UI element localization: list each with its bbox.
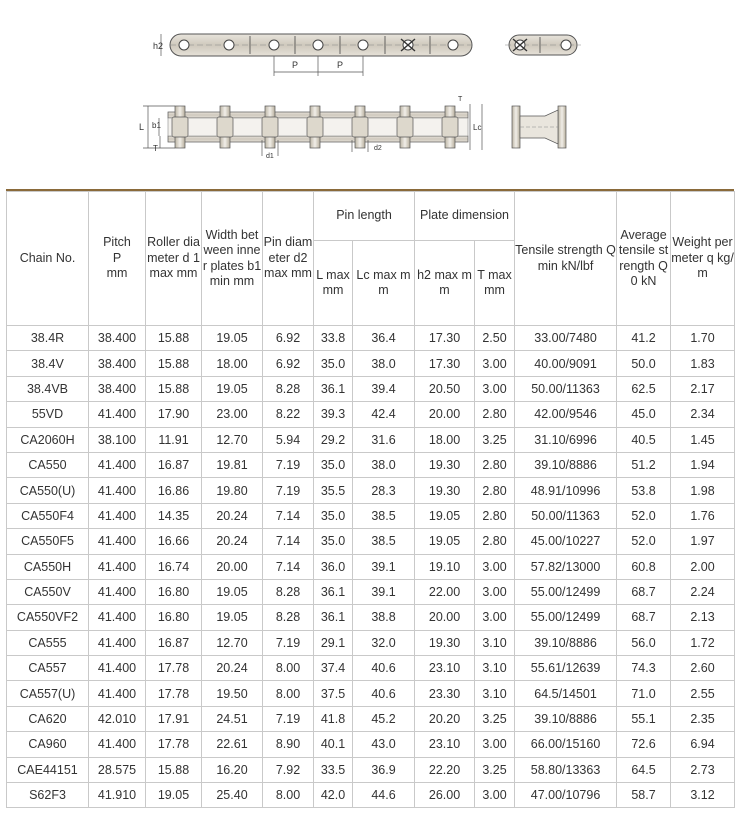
cell-l-max: 42.0 xyxy=(314,783,353,808)
cell-t-max: 2.80 xyxy=(475,452,515,477)
cell-roller-diameter: 16.80 xyxy=(146,605,202,630)
cell-average-tensile: 41.2 xyxy=(617,326,671,351)
cell-average-tensile: 40.5 xyxy=(617,427,671,452)
cell-pin-diameter: 7.19 xyxy=(263,452,314,477)
cell-weight: 2.13 xyxy=(671,605,735,630)
cell-h2-max: 19.30 xyxy=(415,478,475,503)
cell-lc-max: 38.0 xyxy=(353,452,415,477)
cell-tensile-strength: 45.00/10227 xyxy=(515,529,617,554)
cell-roller-diameter: 16.87 xyxy=(146,452,202,477)
chain-side-detail xyxy=(512,106,566,148)
cell-width-inner: 16.20 xyxy=(202,757,263,782)
cell-roller-diameter: 16.87 xyxy=(146,630,202,655)
cell-weight: 1.70 xyxy=(671,326,735,351)
cell-tensile-strength: 66.00/15160 xyxy=(515,732,617,757)
cell-average-tensile: 52.0 xyxy=(617,529,671,554)
cell-tensile-strength: 40.00/9091 xyxy=(515,351,617,376)
cell-average-tensile: 71.0 xyxy=(617,681,671,706)
cell-weight: 1.45 xyxy=(671,427,735,452)
cell-average-tensile: 74.3 xyxy=(617,656,671,681)
cell-l-max: 33.8 xyxy=(314,326,353,351)
cell-roller-diameter: 11.91 xyxy=(146,427,202,452)
cell-width-inner: 19.05 xyxy=(202,376,263,401)
cell-lc-max: 42.4 xyxy=(353,402,415,427)
table-row xyxy=(7,757,735,782)
cell-h2-max: 19.05 xyxy=(415,503,475,528)
cell-l-max: 33.5 xyxy=(314,757,353,782)
cell-chain-no: CA550(U) xyxy=(7,478,89,503)
table-row xyxy=(7,351,735,376)
cell-h2-max: 18.00 xyxy=(415,427,475,452)
cell-t-max: 2.50 xyxy=(475,326,515,351)
cell-h2-max: 20.00 xyxy=(415,402,475,427)
cell-roller-diameter: 15.88 xyxy=(146,376,202,401)
table-row xyxy=(7,630,735,655)
cell-tensile-strength: 55.00/12499 xyxy=(515,579,617,604)
cell-l-max: 36.1 xyxy=(314,376,353,401)
chain-drawing xyxy=(0,0,739,180)
cell-tensile-strength: 31.10/6996 xyxy=(515,427,617,452)
cell-weight: 6.94 xyxy=(671,732,735,757)
table-row xyxy=(7,579,735,604)
cell-width-inner: 22.61 xyxy=(202,732,263,757)
cell-chain-no: CA557 xyxy=(7,656,89,681)
cell-chain-no: CA555 xyxy=(7,630,89,655)
header-average-tensile: Average tensile strength Q0 kN xyxy=(617,192,671,326)
cell-roller-diameter: 14.35 xyxy=(146,503,202,528)
cell-pin-diameter: 7.19 xyxy=(263,706,314,731)
cell-weight: 1.72 xyxy=(671,630,735,655)
cell-t-max: 3.10 xyxy=(475,681,515,706)
cell-weight: 2.55 xyxy=(671,681,735,706)
cell-h2-max: 20.20 xyxy=(415,706,475,731)
cell-l-max: 36.1 xyxy=(314,605,353,630)
cell-pitch: 41.400 xyxy=(89,681,146,706)
cell-l-max: 35.0 xyxy=(314,529,353,554)
label-h2: h2 xyxy=(153,41,164,51)
cell-roller-diameter: 15.88 xyxy=(146,326,202,351)
cell-roller-diameter: 17.78 xyxy=(146,656,202,681)
cell-h2-max: 19.05 xyxy=(415,529,475,554)
cell-lc-max: 40.6 xyxy=(353,681,415,706)
cell-lc-max: 40.6 xyxy=(353,656,415,681)
cell-chain-no: CA2060H xyxy=(7,427,89,452)
cell-lc-max: 39.1 xyxy=(353,554,415,579)
cell-chain-no: 38.4V xyxy=(7,351,89,376)
table-row xyxy=(7,529,735,554)
cell-l-max: 35.0 xyxy=(314,452,353,477)
cell-l-max: 37.4 xyxy=(314,656,353,681)
cell-average-tensile: 52.0 xyxy=(617,503,671,528)
cell-l-max: 29.2 xyxy=(314,427,353,452)
label-pitch-1: P xyxy=(292,60,299,70)
cell-tensile-strength: 48.91/10996 xyxy=(515,478,617,503)
cell-chain-no: CA550V xyxy=(7,579,89,604)
cell-average-tensile: 68.7 xyxy=(617,579,671,604)
cell-l-max: 29.1 xyxy=(314,630,353,655)
cell-width-inner: 20.00 xyxy=(202,554,263,579)
cell-t-max: 3.10 xyxy=(475,630,515,655)
cell-weight: 2.73 xyxy=(671,757,735,782)
cell-pin-diameter: 7.19 xyxy=(263,630,314,655)
cell-pitch: 41.400 xyxy=(89,630,146,655)
cell-l-max: 39.3 xyxy=(314,402,353,427)
cell-t-max: 2.80 xyxy=(475,529,515,554)
cell-pin-diameter: 6.92 xyxy=(263,351,314,376)
table-row xyxy=(7,656,735,681)
cell-lc-max: 31.6 xyxy=(353,427,415,452)
table-row xyxy=(7,605,735,630)
cell-pin-diameter: 8.22 xyxy=(263,402,314,427)
cell-t-max: 2.80 xyxy=(475,503,515,528)
cell-l-max: 41.8 xyxy=(314,706,353,731)
cell-t-max: 2.80 xyxy=(475,478,515,503)
cell-h2-max: 23.10 xyxy=(415,656,475,681)
cell-lc-max: 39.1 xyxy=(353,579,415,604)
cell-width-inner: 18.00 xyxy=(202,351,263,376)
cell-roller-diameter: 17.90 xyxy=(146,402,202,427)
cell-roller-diameter: 17.78 xyxy=(146,681,202,706)
header-pin-length: Pin length xyxy=(314,192,415,241)
cell-weight: 2.00 xyxy=(671,554,735,579)
cell-pitch: 41.400 xyxy=(89,452,146,477)
cell-roller-diameter: 16.66 xyxy=(146,529,202,554)
header-l-max: L max mm xyxy=(314,241,353,326)
cell-roller-diameter: 16.86 xyxy=(146,478,202,503)
cell-pitch: 41.400 xyxy=(89,402,146,427)
cell-chain-no: CA550F4 xyxy=(7,503,89,528)
cell-t-max: 3.00 xyxy=(475,376,515,401)
table-row xyxy=(7,732,735,757)
cell-lc-max: 45.2 xyxy=(353,706,415,731)
table-row xyxy=(7,427,735,452)
cell-chain-no: 38.4R xyxy=(7,326,89,351)
cell-roller-diameter: 17.91 xyxy=(146,706,202,731)
cell-pin-diameter: 6.92 xyxy=(263,326,314,351)
cell-pin-diameter: 7.14 xyxy=(263,503,314,528)
cell-h2-max: 22.20 xyxy=(415,757,475,782)
cell-roller-diameter: 15.88 xyxy=(146,757,202,782)
cell-width-inner: 12.70 xyxy=(202,427,263,452)
cell-tensile-strength: 47.00/10796 xyxy=(515,783,617,808)
cell-average-tensile: 50.0 xyxy=(617,351,671,376)
cell-lc-max: 39.4 xyxy=(353,376,415,401)
cell-pitch: 41.400 xyxy=(89,478,146,503)
table-row xyxy=(7,478,735,503)
header-pitch: Pitch P mm xyxy=(89,192,146,326)
cell-pitch: 38.400 xyxy=(89,326,146,351)
cell-pin-diameter: 8.28 xyxy=(263,376,314,401)
cell-chain-no: 55VD xyxy=(7,402,89,427)
cell-h2-max: 19.10 xyxy=(415,554,475,579)
label-t-right: T xyxy=(458,96,463,103)
cell-width-inner: 25.40 xyxy=(202,783,263,808)
table-body xyxy=(7,326,735,808)
header-lc-max: Lc max mm xyxy=(353,241,415,326)
cell-pin-diameter: 8.00 xyxy=(263,681,314,706)
cell-t-max: 3.00 xyxy=(475,579,515,604)
cell-l-max: 35.0 xyxy=(314,351,353,376)
cell-width-inner: 24.51 xyxy=(202,706,263,731)
cell-tensile-strength: 58.80/13363 xyxy=(515,757,617,782)
cell-roller-diameter: 16.74 xyxy=(146,554,202,579)
cell-chain-no: CA550F5 xyxy=(7,529,89,554)
cell-t-max: 3.10 xyxy=(475,656,515,681)
cell-tensile-strength: 42.00/9546 xyxy=(515,402,617,427)
cell-pitch: 41.400 xyxy=(89,579,146,604)
cell-lc-max: 43.0 xyxy=(353,732,415,757)
cell-t-max: 3.00 xyxy=(475,554,515,579)
cell-width-inner: 12.70 xyxy=(202,630,263,655)
cell-tensile-strength: 39.10/8886 xyxy=(515,452,617,477)
cell-pin-diameter: 8.28 xyxy=(263,579,314,604)
table-row xyxy=(7,402,735,427)
cell-lc-max: 36.9 xyxy=(353,757,415,782)
table-row xyxy=(7,783,735,808)
label-lc: Lc xyxy=(473,123,482,132)
cell-pin-diameter: 8.28 xyxy=(263,605,314,630)
cell-pin-diameter: 5.94 xyxy=(263,427,314,452)
cell-pitch: 41.400 xyxy=(89,503,146,528)
cell-roller-diameter: 15.88 xyxy=(146,351,202,376)
cell-tensile-strength: 64.5/14501 xyxy=(515,681,617,706)
cell-roller-diameter: 19.05 xyxy=(146,783,202,808)
cell-weight: 2.60 xyxy=(671,656,735,681)
cell-pitch: 41.400 xyxy=(89,554,146,579)
cell-average-tensile: 60.8 xyxy=(617,554,671,579)
cell-pitch: 41.400 xyxy=(89,605,146,630)
cell-weight: 1.94 xyxy=(671,452,735,477)
cell-pin-diameter: 8.00 xyxy=(263,656,314,681)
cell-tensile-strength: 39.10/8886 xyxy=(515,630,617,655)
cell-h2-max: 20.50 xyxy=(415,376,475,401)
cell-pitch: 38.400 xyxy=(89,376,146,401)
cell-average-tensile: 45.0 xyxy=(617,402,671,427)
cell-tensile-strength: 50.00/11363 xyxy=(515,376,617,401)
cell-weight: 1.76 xyxy=(671,503,735,528)
cell-chain-no: CA620 xyxy=(7,706,89,731)
cell-weight: 1.98 xyxy=(671,478,735,503)
cell-l-max: 40.1 xyxy=(314,732,353,757)
label-b1: b1 xyxy=(152,121,161,130)
cell-lc-max: 38.8 xyxy=(353,605,415,630)
cell-weight: 1.83 xyxy=(671,351,735,376)
cell-tensile-strength: 50.00/11363 xyxy=(515,503,617,528)
cell-t-max: 3.25 xyxy=(475,706,515,731)
cell-lc-max: 38.0 xyxy=(353,351,415,376)
table-row xyxy=(7,376,735,401)
cell-tensile-strength: 39.10/8886 xyxy=(515,706,617,731)
cell-pitch: 28.575 xyxy=(89,757,146,782)
label-d2: d2 xyxy=(374,145,382,152)
cell-average-tensile: 53.8 xyxy=(617,478,671,503)
cell-average-tensile: 56.0 xyxy=(617,630,671,655)
cell-average-tensile: 68.7 xyxy=(617,605,671,630)
cell-t-max: 3.25 xyxy=(475,757,515,782)
cell-pitch: 38.400 xyxy=(89,351,146,376)
cell-h2-max: 19.30 xyxy=(415,630,475,655)
cell-chain-no: S62F3 xyxy=(7,783,89,808)
label-t-left: T xyxy=(153,144,158,153)
cell-width-inner: 20.24 xyxy=(202,656,263,681)
cell-l-max: 35.5 xyxy=(314,478,353,503)
cell-chain-no: CAE44151 xyxy=(7,757,89,782)
cell-pin-diameter: 8.90 xyxy=(263,732,314,757)
cell-pin-diameter: 7.92 xyxy=(263,757,314,782)
cell-t-max: 2.80 xyxy=(475,402,515,427)
table-row xyxy=(7,706,735,731)
cell-t-max: 3.00 xyxy=(475,605,515,630)
cell-pitch: 42.010 xyxy=(89,706,146,731)
cell-pitch: 41.910 xyxy=(89,783,146,808)
cell-chain-no: CA550H xyxy=(7,554,89,579)
cell-chain-no: CA550VF2 xyxy=(7,605,89,630)
cell-pin-diameter: 8.00 xyxy=(263,783,314,808)
cell-roller-diameter: 17.78 xyxy=(146,732,202,757)
chain-spec-table-wrapper xyxy=(6,189,734,808)
cell-tensile-strength: 33.00/7480 xyxy=(515,326,617,351)
cell-tensile-strength: 55.00/12499 xyxy=(515,605,617,630)
cell-width-inner: 19.80 xyxy=(202,478,263,503)
cell-tensile-strength: 55.61/12639 xyxy=(515,656,617,681)
cell-chain-no: 38.4VB xyxy=(7,376,89,401)
cell-width-inner: 19.05 xyxy=(202,326,263,351)
cell-width-inner: 19.05 xyxy=(202,579,263,604)
cell-h2-max: 20.00 xyxy=(415,605,475,630)
cell-chain-no: CA960 xyxy=(7,732,89,757)
cell-chain-no: CA550 xyxy=(7,452,89,477)
label-l: L xyxy=(139,122,145,132)
cell-h2-max: 19.30 xyxy=(415,452,475,477)
cell-weight: 2.34 xyxy=(671,402,735,427)
cell-l-max: 37.5 xyxy=(314,681,353,706)
cell-h2-max: 17.30 xyxy=(415,326,475,351)
cell-h2-max: 17.30 xyxy=(415,351,475,376)
cell-pin-diameter: 7.14 xyxy=(263,529,314,554)
chain-spec-table xyxy=(6,191,735,808)
header-width-inner-plates: Width between inner plates b1 min mm xyxy=(202,192,263,326)
cell-weight: 3.12 xyxy=(671,783,735,808)
cell-l-max: 35.0 xyxy=(314,503,353,528)
chain-top-view xyxy=(139,96,482,160)
header-plate-dimension: Plate dimension xyxy=(415,192,515,241)
cell-average-tensile: 62.5 xyxy=(617,376,671,401)
cell-pitch: 41.400 xyxy=(89,732,146,757)
cell-average-tensile: 72.6 xyxy=(617,732,671,757)
header-h2-max: h2 max mm xyxy=(415,241,475,326)
cell-t-max: 3.00 xyxy=(475,732,515,757)
cell-width-inner: 23.00 xyxy=(202,402,263,427)
cell-width-inner: 20.24 xyxy=(202,503,263,528)
table-row xyxy=(7,452,735,477)
cell-lc-max: 36.4 xyxy=(353,326,415,351)
cell-pitch: 41.400 xyxy=(89,529,146,554)
table-row xyxy=(7,681,735,706)
cell-average-tensile: 58.7 xyxy=(617,783,671,808)
cell-average-tensile: 55.1 xyxy=(617,706,671,731)
cell-weight: 2.24 xyxy=(671,579,735,604)
cell-lc-max: 32.0 xyxy=(353,630,415,655)
cell-lc-max: 38.5 xyxy=(353,529,415,554)
cell-l-max: 36.0 xyxy=(314,554,353,579)
label-d1: d1 xyxy=(266,153,274,160)
cell-width-inner: 19.05 xyxy=(202,605,263,630)
cell-h2-max: 22.00 xyxy=(415,579,475,604)
cell-l-max: 36.1 xyxy=(314,579,353,604)
cell-t-max: 3.25 xyxy=(475,427,515,452)
cell-pin-diameter: 7.19 xyxy=(263,478,314,503)
cell-weight: 1.97 xyxy=(671,529,735,554)
cell-t-max: 3.00 xyxy=(475,783,515,808)
cell-weight: 2.17 xyxy=(671,376,735,401)
cell-pitch: 38.100 xyxy=(89,427,146,452)
cell-lc-max: 28.3 xyxy=(353,478,415,503)
cell-pin-diameter: 7.14 xyxy=(263,554,314,579)
cell-weight: 2.35 xyxy=(671,706,735,731)
cell-average-tensile: 64.5 xyxy=(617,757,671,782)
cell-h2-max: 23.10 xyxy=(415,732,475,757)
cell-width-inner: 20.24 xyxy=(202,529,263,554)
header-roller-diameter: Roller diameter d 1 max mm xyxy=(146,192,202,326)
cell-average-tensile: 51.2 xyxy=(617,452,671,477)
cell-h2-max: 23.30 xyxy=(415,681,475,706)
table-row xyxy=(7,503,735,528)
cell-width-inner: 19.81 xyxy=(202,452,263,477)
cell-lc-max: 38.5 xyxy=(353,503,415,528)
cell-chain-no: CA557(U) xyxy=(7,681,89,706)
table-row xyxy=(7,326,735,351)
header-t-max: T max mm xyxy=(475,241,515,326)
cell-roller-diameter: 16.80 xyxy=(146,579,202,604)
table-row xyxy=(7,554,735,579)
header-tensile-strength: Tensile strength Q min kN/lbf xyxy=(515,192,617,326)
header-chain-no: Chain No. xyxy=(7,192,89,326)
cell-h2-max: 26.00 xyxy=(415,783,475,808)
cell-lc-max: 44.6 xyxy=(353,783,415,808)
cell-t-max: 3.00 xyxy=(475,351,515,376)
chain-side-view xyxy=(153,34,472,76)
header-weight: Weight per meter q kg/m xyxy=(671,192,735,326)
chain-end-view xyxy=(505,35,581,55)
cell-tensile-strength: 57.82/13000 xyxy=(515,554,617,579)
header-pin-diameter: Pin diameter d2 max mm xyxy=(263,192,314,326)
cell-pitch: 41.400 xyxy=(89,656,146,681)
label-pitch-2: P xyxy=(337,60,344,70)
cell-width-inner: 19.50 xyxy=(202,681,263,706)
